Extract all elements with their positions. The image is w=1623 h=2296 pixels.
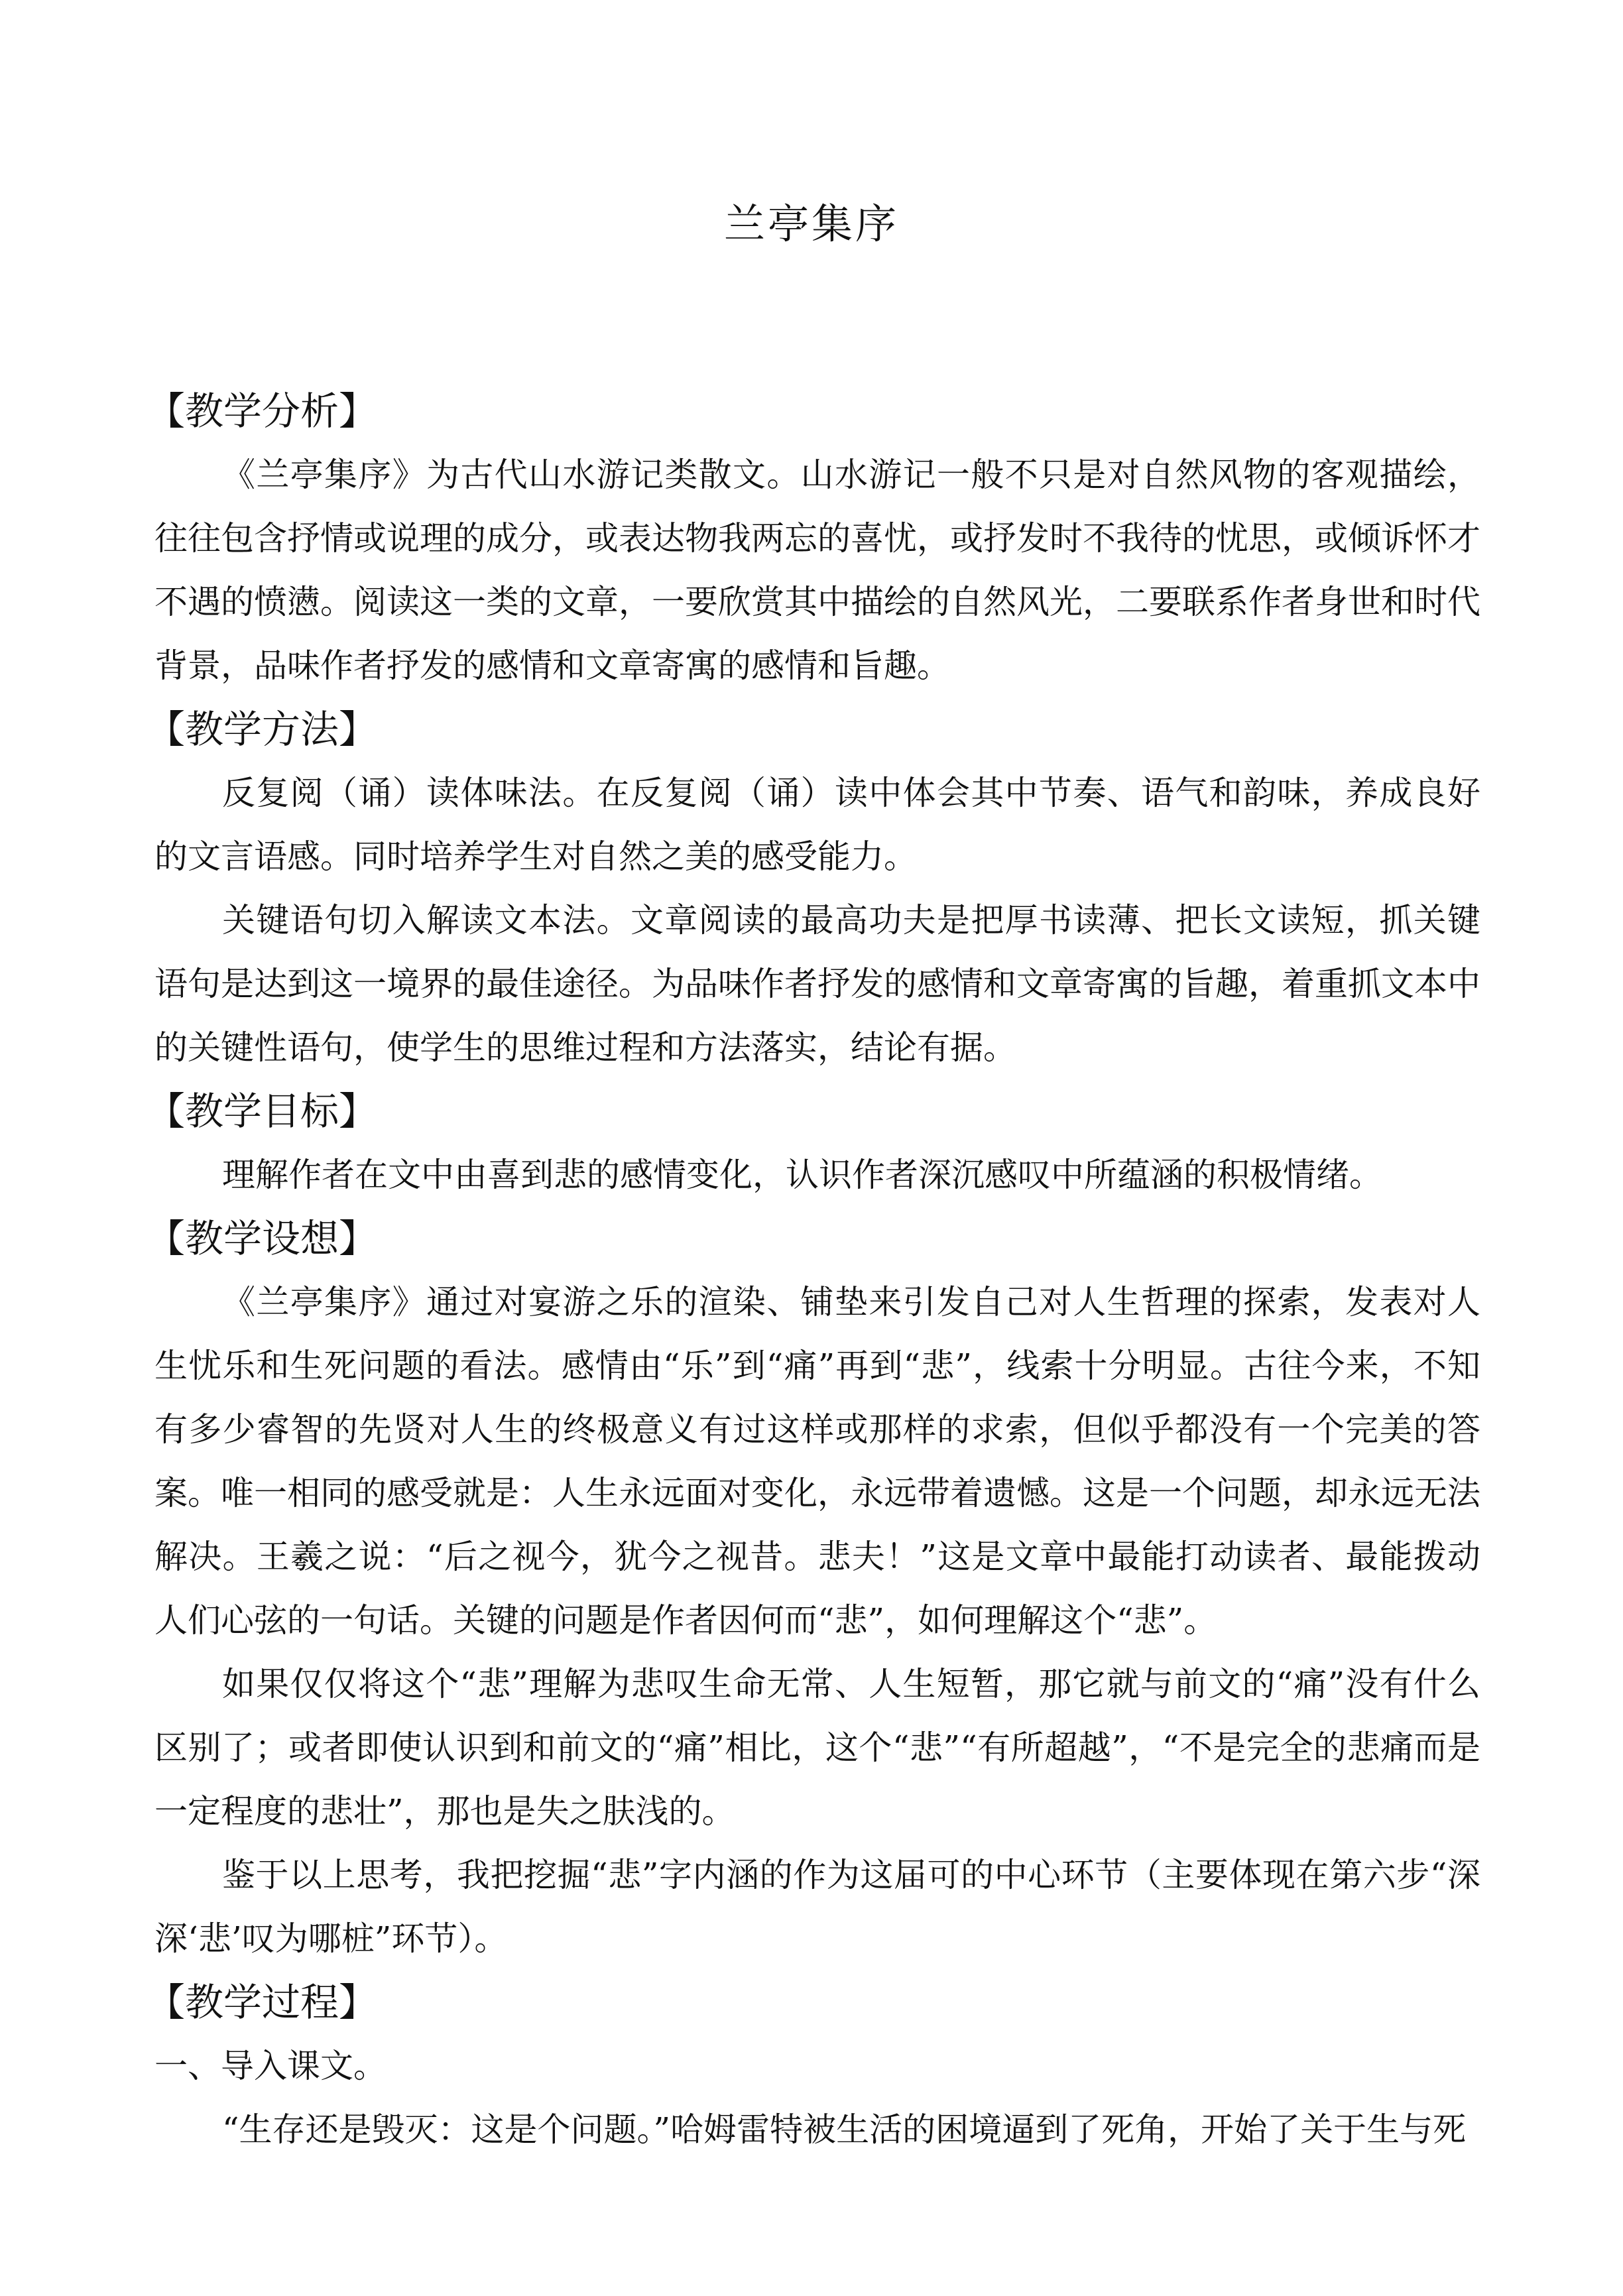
paragraph: 关键语句切入解读文本法。文章阅读的最高功夫是把厚书读薄、把长文读短，抓关键语句是达到这一境界的最佳途径。为品味作者抒发的感情和文章寄寓的旨趣，着重抓文本中的关键性语句，使学生的思维过程和方法落实，结论有据。 [154, 901, 1480, 1067]
page-title: 兰亭集序 [723, 200, 899, 248]
section-teaching-idea [147, 1207, 1480, 1970]
section-heading: 【教学分析】 [147, 389, 378, 434]
paragraph: “生存还是毁灭：这是个问题。”哈姆雷特被生活的困境逼到了死角，开始了关于生与死 [222, 2110, 1467, 2149]
section-heading: 【教学过程】 [147, 1980, 378, 2025]
section-heading: 【教学方法】 [147, 707, 378, 752]
section-heading: 【教学目标】 [147, 1089, 378, 1134]
step-heading: 一、导入课文。 [154, 2047, 387, 2085]
section-teaching-process [147, 1970, 1480, 2161]
paragraph: 理解作者在文中由喜到悲的感情变化，认识作者深沉感叹中所蕴涵的积极情绪。 [222, 1156, 1382, 1194]
paragraph: 《兰亭集序》通过对宴游之乐的渲染、铺垫来引发自己对人生哲理的探索，发表对人生忧乐和生死问题的看法。感情由“乐”到“痛”再到“悲”，线索十分明显。古往今来，不知有多少睿智的先贤对人生的终极意义有过这样或那样的求索，但似乎都没有一个完美的答案。唯一相同的感受就是：人生永远面对变化，永远带着遗憾。这是一个问题，却永远无法解决。王羲之说：“后之视今，犹今之视昔。悲夫！”这是文章中最能打动读者、最能拨动人们心弦的一句话。关键的问题是作者因何而“悲”，如何理解这个“悲”。 [154, 1283, 1480, 1640]
document-body [147, 379, 1480, 2161]
section-heading: 【教学设想】 [147, 1216, 378, 1261]
section-teaching-analysis [147, 379, 1480, 697]
paragraph: 反复阅（诵）读体味法。在反复阅（诵）读中体会其中节奏、语气和韵味，养成良好的文言语感。同时培养学生对自然之美的感受能力。 [154, 774, 1480, 876]
section-teaching-method [147, 697, 1480, 1079]
paragraph: 鉴于以上思考，我把挖掘“悲”字内涵的作为这届可的中心环节（主要体现在第六步“深深‘悲’叹为哪桩”环节）。 [154, 1856, 1480, 1958]
paragraph: 《兰亭集序》为古代山水游记类散文。山水游记一般不只是对自然风物的客观描绘，往往包含抒情或说理的成分，或表达物我两忘的喜忧，或抒发时不我待的忧思，或倾诉怀才不遇的愤懑。阅读这一类的文章，一要欣赏其中描绘的自然风光，二要联系作者身世和时代背景，品味作者抒发的感情和文章寄寓的感情和旨趣。 [154, 455, 1480, 685]
paragraph: 如果仅仅将这个“悲”理解为悲叹生命无常、人生短暂，那它就与前文的“痛”没有什么区别了；或者即使认识到和前文的“痛”相比，这个“悲”“有所超越”，“不是完全的悲痛而是一定程度的悲壮”，那也是失之肤浅的。 [154, 1665, 1480, 1831]
section-teaching-goal [147, 1079, 1480, 1207]
